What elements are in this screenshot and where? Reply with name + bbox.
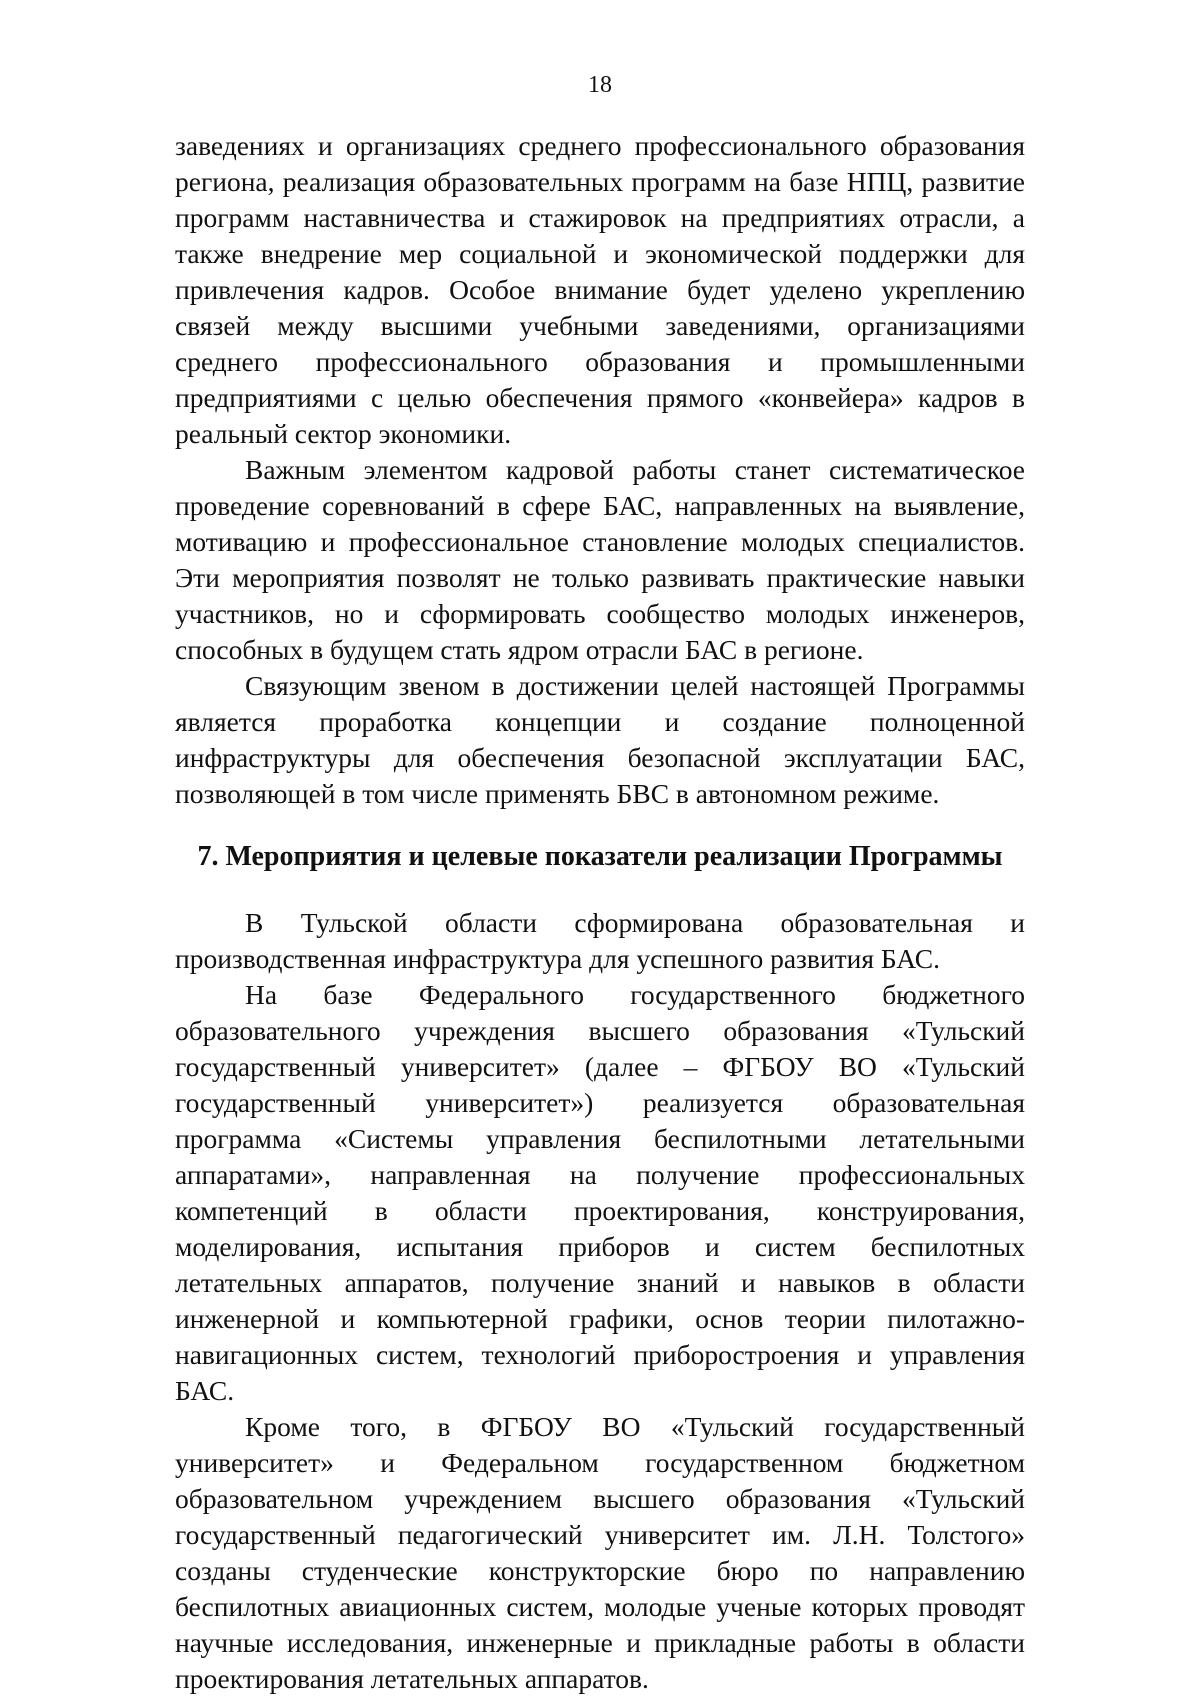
paragraph-competitions: Важным элементом кадровой работы станет систематическое проведение соревнований в сфере БАС, направленных на выявление, мотивацию и профессиональное становление молодых специалистов. Эти мероприятия позволят не только развивать практические навыки участников, но и сформировать сообщество молодых инженеров, способных в будущем стать ядром отрасли БАС в регионе. bbox=[175, 454, 1025, 665]
page-number: 18 bbox=[588, 72, 612, 98]
section-heading: 7. Мероприятия и целевые показатели реализации Программы bbox=[197, 841, 1003, 872]
paragraph-design-bureaus: Кроме того, в ФГБОУ ВО «Тульский государственный университет» и Федеральном государственном бюджетном образовательном учреждением высшего образования «Тульский государственный педагогический университет им. Л.Н. Толстого» созданы студенческие конструкторские бюро по направлению беспилотных авиационных систем, молодые ученые которых проводят научные исследования, инженерные и прикладные работы в области проектирования летательных аппаратов. bbox=[175, 1411, 1025, 1694]
paragraph-tsu-program: На базе Федерального государственного бюджетного образовательного учреждения высшего образования «Тульский государственный университет» (далее – ФГБОУ ВО «Тульский государственный университет») реализуется образовательная программа «Системы управления беспилотными летательными аппаратами», направленная на получение профессиональных компетенций в области проектирования, конструирования, моделирования, испытания приборов и систем беспилотных летательных аппаратов, получение знаний и навыков в области инженерной и компьютерной графики, основ теории пилотажно-навигационных систем, технологий приборостроения и управления БАС. bbox=[175, 979, 1025, 1406]
document-body bbox=[175, 128, 1025, 1697]
paragraph-continuation: заведениях и организациях среднего профессионального образования региона, реализация образовательных программ на базе НПЦ, развитие программ наставничества и стажировок на предприятиях отрасли, а также внедрение мер социальной и экономической поддержки для привлечения кадров. Особое внимание будет уделено укреплению связей между высшими учебными заведениями, организациями среднего профессионального образования и промышленными предприятиями с целью обеспечения прямого «конвейера» кадров в реальный сектор экономики. bbox=[175, 130, 1025, 449]
paragraph-tula-infrastructure: В Тульской области сформирована образовательная и производственная инфраструктура для успешного развития БАС. bbox=[175, 907, 1025, 974]
paragraph-infrastructure: Связующим звеном в достижении целей настоящей Программы является проработка концепции и создание полноценной инфраструктуры для обеспечения безопасной эксплуатации БАС, позволяющей в том числе применять БВС в автономном режиме. bbox=[175, 670, 1025, 809]
